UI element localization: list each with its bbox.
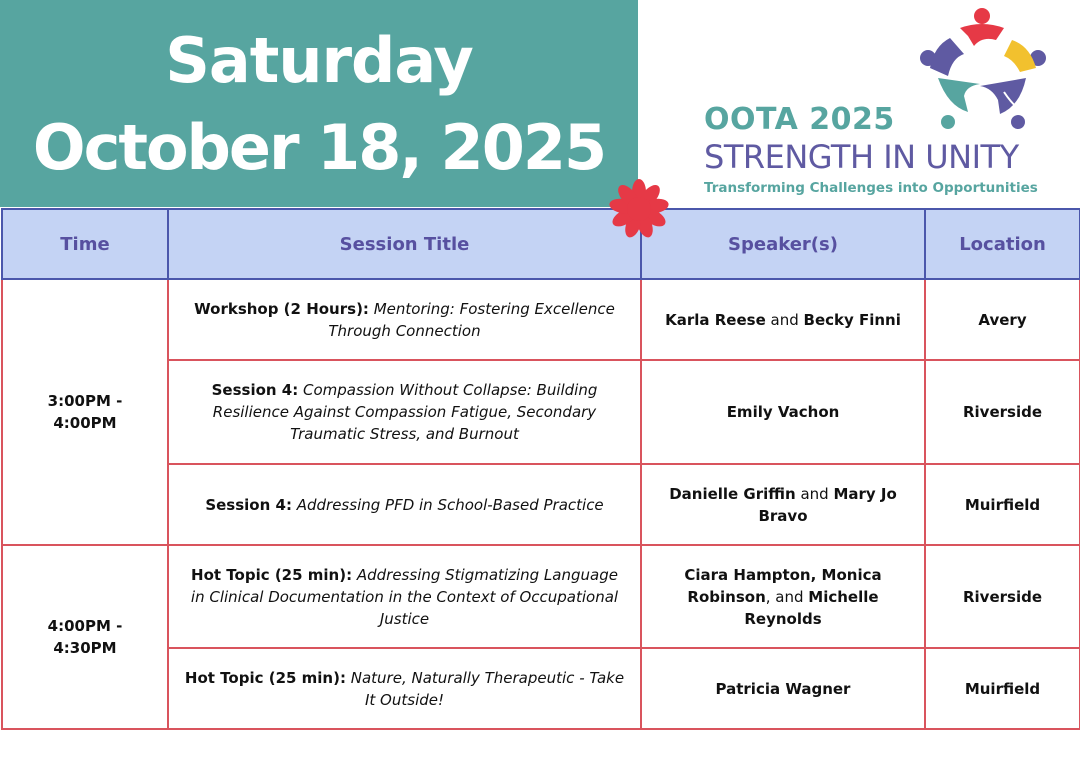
location-cell: Riverside — [925, 360, 1080, 464]
speaker-name: Ciara Hampton — [684, 565, 811, 584]
table-row — [2, 545, 1080, 648]
session-title: Nature, Naturally Therapeutic - Take It Outside! — [350, 668, 625, 709]
speaker-name: Karla Reese — [665, 310, 766, 329]
column-header-speakers: Speaker(s) — [641, 209, 925, 279]
speaker-name: Patricia Wagner — [715, 679, 851, 698]
day-title: Saturday — [165, 24, 473, 97]
column-header-session-title: Session Title — [168, 209, 641, 279]
time-slot: 3:00PM - 4:00PM — [2, 279, 168, 545]
session-type: Session 4: — [205, 495, 292, 514]
schedule-table — [1, 208, 1080, 730]
speaker-joiner: , — [810, 565, 822, 584]
location-cell: Avery — [925, 279, 1080, 360]
time-slot: 4:00PM - 4:30PM — [2, 545, 168, 729]
location-cell: Muirfield — [925, 648, 1080, 729]
flower-icon — [608, 178, 670, 240]
logo-title: OOTA 2025 — [704, 102, 895, 137]
session-type: Hot Topic (25 min): — [191, 565, 353, 584]
speaker-name: Michelle Reynolds — [744, 587, 879, 628]
session-type: Hot Topic (25 min): — [184, 668, 346, 687]
session-title: Mentoring: Fostering Excellence Through Connection — [328, 299, 615, 340]
column-header-time: Time — [2, 209, 168, 279]
session-type: Session 4: — [211, 381, 299, 399]
speaker-cell — [641, 545, 925, 648]
header-band — [0, 0, 638, 207]
speaker-cell — [641, 360, 925, 464]
speaker-joiner: and — [765, 310, 804, 329]
speaker-joiner: and — [795, 484, 834, 503]
speaker-cell — [641, 464, 925, 545]
session-title: Compassion Without Collapse: Building Resilience Against Compassion Fatigue, Secondary Traumatic Stress, and Burnout — [212, 381, 598, 443]
session-title-cell — [168, 545, 641, 648]
unity-logo-icon — [908, 6, 1053, 134]
speaker-joiner: , and — [765, 587, 809, 606]
date-title: October 18, 2025 — [32, 111, 606, 184]
session-title: Addressing PFD in School-Based Practice — [296, 495, 604, 514]
logo-subtitle: Transforming Challenges into Opportunities — [704, 180, 1038, 196]
speaker-name: Becky Finni — [803, 310, 901, 329]
session-title-cell — [168, 279, 641, 360]
location-cell: Muirfield — [925, 464, 1080, 545]
speaker-cell — [641, 279, 925, 360]
session-title-cell — [168, 464, 641, 545]
speaker-name: Mary Jo Bravo — [758, 484, 897, 525]
table-row — [2, 279, 1080, 360]
session-title: Addressing Stigmatizing Language in Clinical Documentation in the Context of Occupational Justice — [190, 565, 619, 628]
logo-tagline: STRENGTH IN UNITY — [704, 138, 1019, 176]
column-header-location: Location — [925, 209, 1080, 279]
table-header-row — [2, 209, 1080, 279]
speaker-name: Monica Robinson — [687, 565, 882, 606]
speaker-name: Danielle Griffin — [669, 484, 796, 503]
session-title-cell — [168, 648, 641, 729]
speaker-name: Emily Vachon — [726, 403, 840, 421]
session-type: Workshop (2 Hours): — [194, 299, 369, 318]
location-cell: Riverside — [925, 545, 1080, 648]
session-title-cell — [168, 360, 641, 464]
speaker-cell — [641, 648, 925, 729]
